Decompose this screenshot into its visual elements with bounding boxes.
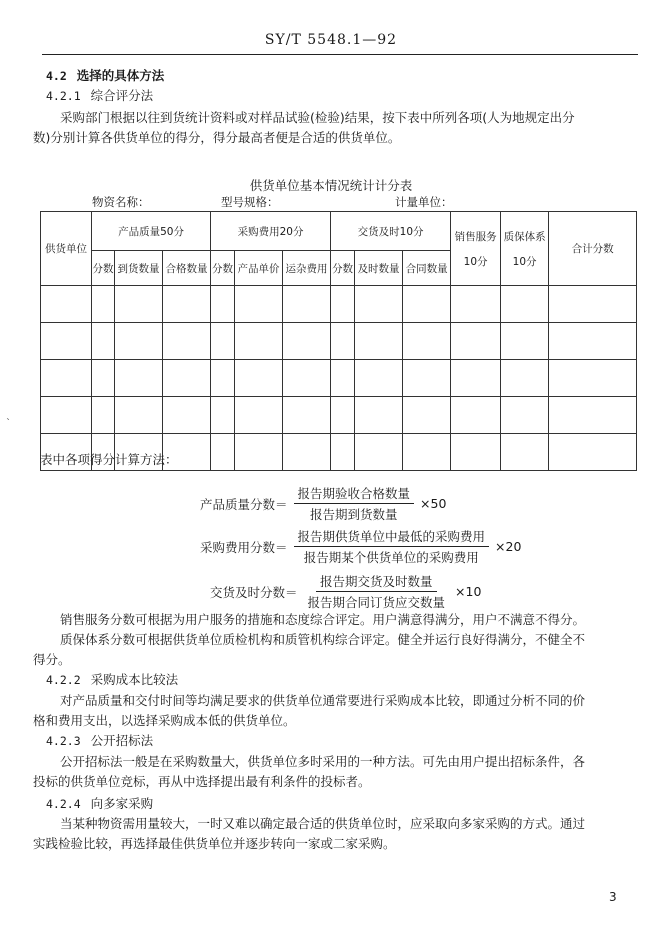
quality-score-header: 分数 — [92, 251, 115, 286]
header-rule — [42, 54, 638, 55]
formula-label: 交货及时分数＝ — [210, 584, 298, 600]
multiplier: ×10 — [455, 584, 482, 599]
numerator: 报告期供货单位中最低的采购费用 — [294, 527, 490, 547]
cost-score-header: 分数 — [211, 251, 235, 286]
fraction — [304, 572, 450, 611]
page-number: 3 — [609, 890, 617, 904]
total-header: 合计分数 — [549, 212, 637, 286]
delivery-score-formula — [210, 572, 481, 611]
table-row — [41, 323, 637, 360]
standard-code-header: SY/T 5548.1—92 — [264, 32, 398, 48]
table-title: 供货单位基本情况统计计分表 — [249, 178, 413, 193]
qa-header-points: 10分 — [512, 255, 537, 268]
service-note: 销售服务分数可根据为用户服务的措施和态度综合评定。用户满意得满分，用户不满意不得分。 — [60, 612, 586, 627]
qa-note-line: 得分。 — [33, 652, 71, 667]
paragraph-line: 格和费用支出，以选择采购成本低的供货单位。 — [33, 713, 296, 728]
freight-header: 运杂费用 — [283, 251, 331, 286]
paragraph-line: 投标的供货单位竞标，再从中选择提出最有利条件的投标者。 — [33, 774, 371, 789]
section-title: 公开招标法 — [90, 733, 154, 748]
model-spec-label: 型号规格： — [221, 195, 279, 209]
section-title: 采购成本比较法 — [90, 672, 179, 687]
paragraph-line: 采购部门根据以往到货统计资料或对样品试验(检验)结果，按下表中所列各项(人为地规定出分 — [60, 110, 575, 125]
formula-label: 采购费用分数＝ — [200, 539, 288, 555]
paragraph-line: 对产品质量和交付时间等均满足要求的供货单位通常要进行采购成本比较，即通过分析不同的价 — [60, 693, 586, 708]
multiplier: ×50 — [420, 496, 447, 511]
paragraph-line: 公开招标法一般是在采购数量大，供货单位多时采用的一种方法。可先由用户提出招标条件，各 — [60, 754, 586, 769]
section-4-2-4-heading — [46, 796, 153, 812]
cost-score-formula — [200, 527, 521, 566]
qa-note-line: 质保体系分数可根据供货单位质检机构和质管机构综合评定。健全并运行良好得满分，不健全不 — [60, 632, 586, 647]
paragraph-line: 当某种物资需用量较大，一时又难以确定最合适的供货单位时，应采取向多家采购的方式。通过 — [60, 816, 586, 831]
table-row — [41, 360, 637, 397]
section-title: 选择的具体方法 — [76, 68, 165, 83]
section-number: 4.2.2 — [46, 673, 81, 687]
arrived-qty-header: 到货数量 — [115, 251, 163, 286]
cost-group-header: 采购费用20分 — [211, 212, 331, 251]
ontime-qty-header: 及时数量 — [355, 251, 403, 286]
scan-mark: ` — [6, 418, 11, 429]
measure-unit-label: 计量单位： — [395, 195, 453, 209]
denominator: 报告期某个供货单位的采购费用 — [303, 550, 479, 565]
supplier-header: 供货单位 — [41, 212, 92, 286]
multiplier: ×20 — [495, 539, 522, 554]
table-row — [41, 397, 637, 434]
section-4-2-heading — [46, 68, 164, 84]
section-number: 4.2 — [46, 69, 67, 83]
fraction — [294, 484, 415, 523]
quality-group-header: 产品质量50分 — [92, 212, 211, 251]
numerator: 报告期验收合格数量 — [294, 484, 415, 504]
section-title: 向多家采购 — [90, 796, 154, 811]
delivery-group-header: 交货及时10分 — [331, 212, 451, 251]
paragraph-line: 实践检验比较，再选择最佳供货单位并逐步转向一家或二家采购。 — [33, 836, 396, 851]
service-header-points: 10分 — [463, 255, 488, 268]
service-header — [451, 212, 501, 286]
denominator: 报告期到货数量 — [310, 507, 398, 522]
qa-header — [501, 212, 549, 286]
qualified-qty-header: 合格数量 — [163, 251, 211, 286]
delivery-score-header: 分数 — [331, 251, 355, 286]
service-header-label: 销售服务 — [454, 230, 497, 243]
section-4-2-3-heading — [46, 733, 153, 749]
section-title: 综合评分法 — [90, 88, 154, 103]
table-row — [41, 286, 637, 323]
section-4-2-2-heading — [46, 672, 178, 688]
unit-price-header: 产品单价 — [235, 251, 283, 286]
paragraph-line: 数)分别计算各供货单位的得分，得分最高者便是合适的供货单位。 — [33, 130, 401, 145]
calc-intro: 表中各项得分计算方法： — [40, 452, 178, 467]
material-name-label: 物资名称： — [92, 195, 150, 209]
formula-label: 产品质量分数＝ — [200, 496, 288, 512]
numerator: 报告期交货及时数量 — [316, 572, 437, 592]
supplier-score-table — [40, 211, 637, 471]
section-number: 4.2.1 — [46, 89, 81, 103]
qa-header-label: 质保体系 — [503, 230, 546, 243]
section-number: 4.2.4 — [46, 797, 81, 811]
denominator: 报告期合同订货应交数量 — [307, 595, 446, 610]
section-4-2-1-heading — [46, 88, 153, 104]
contract-qty-header: 合同数量 — [403, 251, 451, 286]
quality-score-formula — [200, 484, 446, 523]
fraction — [294, 527, 490, 566]
section-number: 4.2.3 — [46, 734, 81, 748]
